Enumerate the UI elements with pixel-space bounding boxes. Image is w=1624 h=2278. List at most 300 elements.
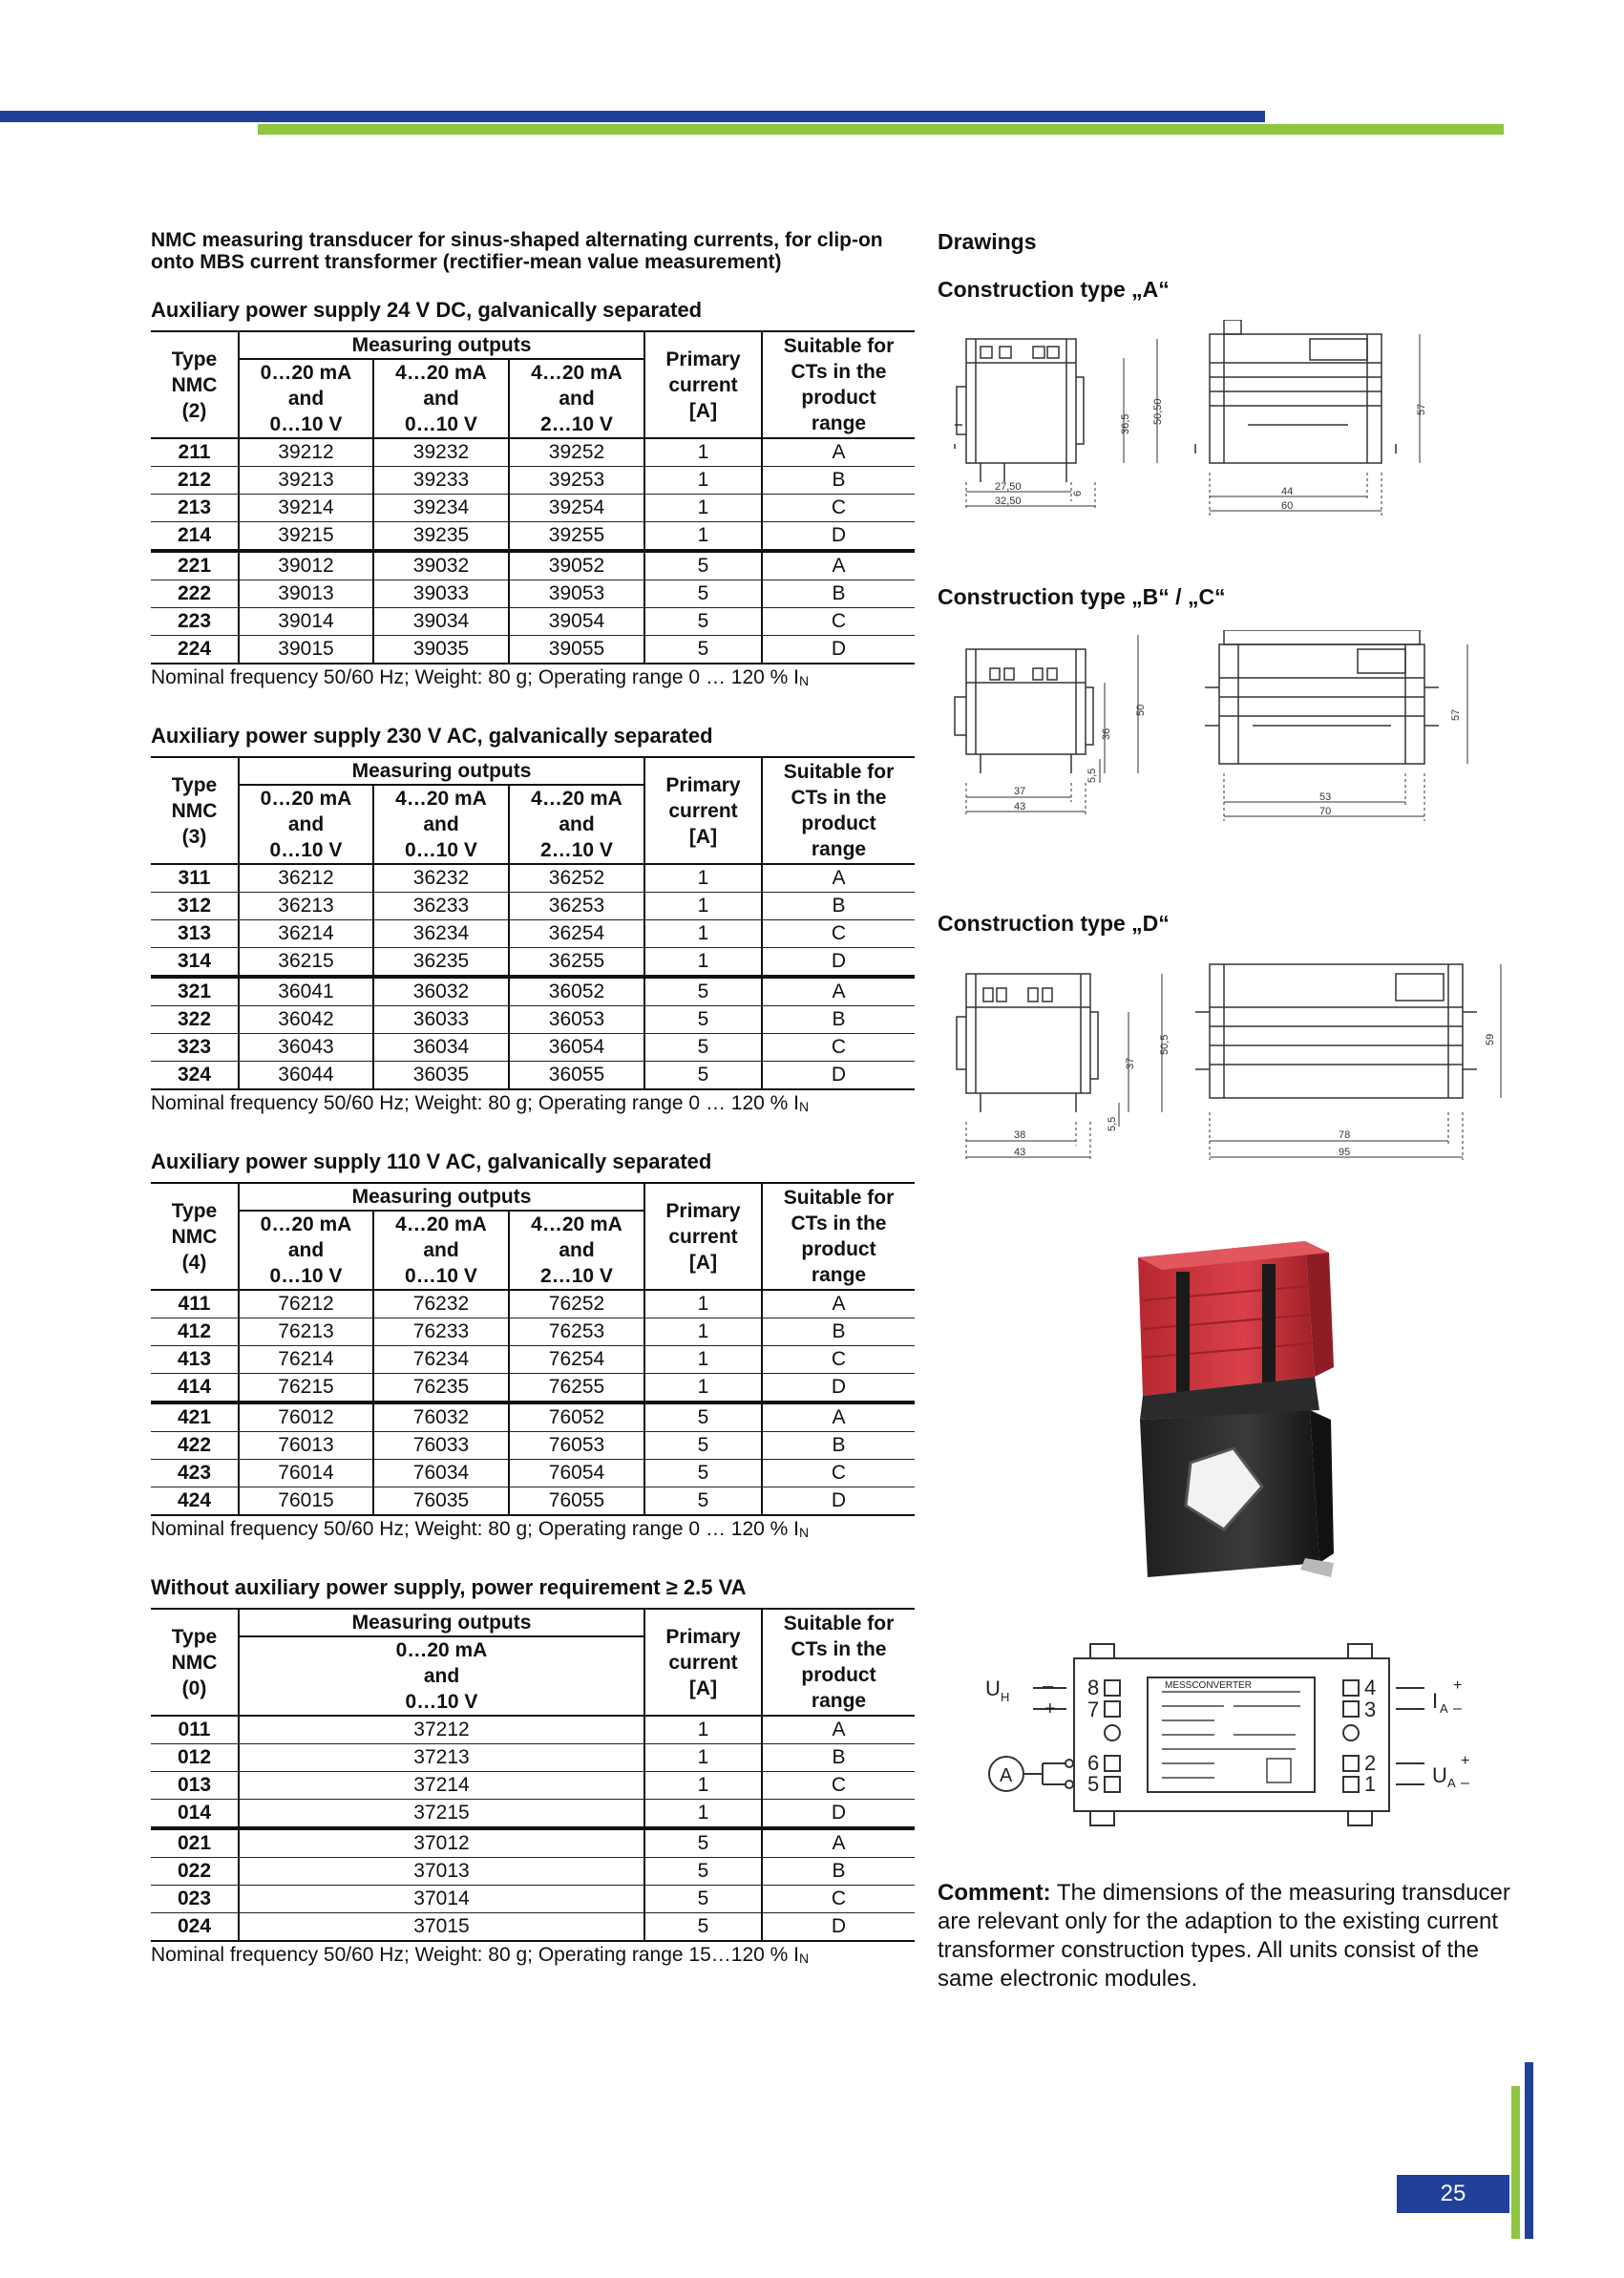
construction-d-drawing <box>938 955 1510 1174</box>
value-cell: 76255 <box>509 1374 644 1403</box>
value-cell: 1 <box>644 1374 762 1403</box>
svg-text:57: 57 <box>1450 708 1462 721</box>
comment-text: Comment: The dimensions of the measuring transducer are relevant only for the adaption to the existing current transformer construction types. All units consist of the same electronic modules. <box>938 1880 1510 1992</box>
spec-section <box>151 298 915 689</box>
table-row <box>151 864 915 893</box>
value-cell: 76012 <box>239 1403 373 1432</box>
header-output: 4…20 mA and 2…10 V <box>509 359 644 438</box>
svg-text:50: 50 <box>1135 704 1147 716</box>
header-type: Type NMC (3) <box>151 757 239 864</box>
value-cell: D <box>762 1800 915 1829</box>
header-type: Type NMC (4) <box>151 1183 239 1290</box>
value-cell: 5 <box>644 580 762 608</box>
value-cell: 76032 <box>373 1403 509 1432</box>
value-cell: 36042 <box>239 1006 373 1034</box>
value-cell: 1 <box>644 1346 762 1374</box>
header-measuring-outputs: Measuring outputs <box>239 1183 644 1211</box>
value-cell: 37213 <box>239 1744 644 1772</box>
value-cell: 1 <box>644 1716 762 1744</box>
construction-bc-drawing <box>938 630 1472 831</box>
table-row <box>151 948 915 978</box>
value-cell: 39214 <box>239 495 373 522</box>
header-primary-current: Primary current [A] <box>644 1609 762 1716</box>
type-code-cell: 311 <box>151 864 239 893</box>
section-title: Without auxiliary power supply, power requirement ≥ 2.5 VA <box>151 1575 747 1599</box>
value-cell: 76055 <box>509 1487 644 1516</box>
type-code-cell: 023 <box>151 1886 239 1913</box>
type-code-cell: 223 <box>151 608 239 636</box>
table-row <box>151 1318 915 1346</box>
type-code-cell: 413 <box>151 1346 239 1374</box>
value-cell: 76232 <box>373 1290 509 1318</box>
svg-text:+: + <box>1044 1698 1056 1719</box>
value-cell: 1 <box>644 1800 762 1829</box>
value-cell: 37014 <box>239 1886 644 1913</box>
value-cell: 76253 <box>509 1318 644 1346</box>
table-row <box>151 522 915 552</box>
spec-table <box>151 756 915 1090</box>
value-cell: 36235 <box>373 948 509 978</box>
header-type: Type NMC (2) <box>151 331 239 438</box>
type-code-cell: 414 <box>151 1374 239 1403</box>
table-row <box>151 636 915 664</box>
svg-text:50,5: 50,5 <box>1159 1034 1171 1055</box>
intro-text: NMC measuring transducer for sinus-shaped alternating currents, for clip-on onto MBS current transformer (rectifier-mean value measurement) <box>151 229 883 273</box>
type-code-cell: 312 <box>151 893 239 920</box>
svg-text:37: 37 <box>1125 1057 1136 1069</box>
type-code-cell: 421 <box>151 1403 239 1432</box>
value-cell: C <box>762 1034 915 1062</box>
value-cell: B <box>762 893 915 920</box>
svg-text:I: I <box>1432 1689 1439 1713</box>
value-cell: 39015 <box>239 636 373 664</box>
section-title: Auxiliary power supply 230 V AC, galvanically separated <box>151 724 713 748</box>
value-cell: 36214 <box>239 920 373 948</box>
value-cell: 1 <box>644 948 762 978</box>
table-row <box>151 1460 915 1487</box>
header-measuring-outputs: Measuring outputs <box>239 757 644 785</box>
value-cell: 1 <box>644 1318 762 1346</box>
type-code-cell: 024 <box>151 1913 239 1942</box>
header-suitable-for: Suitable for CTs in the product range <box>762 331 915 438</box>
svg-text:5: 5 <box>1087 1772 1100 1796</box>
header-output: 0…20 mA and 0…10 V <box>239 1636 644 1716</box>
value-cell: 39232 <box>373 438 509 467</box>
type-code-cell: 321 <box>151 977 239 1006</box>
type-code-cell: 213 <box>151 495 239 522</box>
value-cell: 5 <box>644 1062 762 1090</box>
value-cell: D <box>762 1374 915 1403</box>
value-cell: 36054 <box>509 1034 644 1062</box>
value-cell: 37015 <box>239 1913 644 1942</box>
type-code-cell: 222 <box>151 580 239 608</box>
value-cell: 36041 <box>239 977 373 1006</box>
svg-text:–: – <box>1461 1775 1469 1791</box>
value-cell: 36215 <box>239 948 373 978</box>
spec-section <box>151 1150 915 1541</box>
table-row <box>151 1772 915 1800</box>
header-suitable-for: Suitable for CTs in the product range <box>762 757 915 864</box>
value-cell: 36034 <box>373 1034 509 1062</box>
table-row <box>151 893 915 920</box>
table-row <box>151 551 915 580</box>
table-row <box>151 608 915 636</box>
svg-text:–: – <box>1453 1700 1462 1717</box>
value-cell: 5 <box>644 1487 762 1516</box>
value-cell: 1 <box>644 467 762 495</box>
drawings-heading: Drawings <box>938 229 1037 254</box>
left-column <box>151 229 915 2001</box>
value-cell: B <box>762 1432 915 1460</box>
value-cell: B <box>762 467 915 495</box>
type-code-cell: 221 <box>151 551 239 580</box>
svg-text:6: 6 <box>1072 490 1084 496</box>
table-row <box>151 1062 915 1090</box>
value-cell: 37215 <box>239 1800 644 1829</box>
value-cell: 36052 <box>509 977 644 1006</box>
value-cell: 5 <box>644 1460 762 1487</box>
value-cell: 39215 <box>239 522 373 552</box>
type-code-cell: 412 <box>151 1318 239 1346</box>
value-cell: C <box>762 495 915 522</box>
type-code-cell: 423 <box>151 1460 239 1487</box>
value-cell: 36055 <box>509 1062 644 1090</box>
svg-text:2: 2 <box>1364 1751 1377 1775</box>
value-cell: 76233 <box>373 1318 509 1346</box>
value-cell: 76214 <box>239 1346 373 1374</box>
table-row <box>151 1290 915 1318</box>
value-cell: 1 <box>644 864 762 893</box>
svg-text:A: A <box>1447 1776 1456 1790</box>
value-cell: C <box>762 1460 915 1487</box>
table-row <box>151 495 915 522</box>
construction-a-drawing <box>938 320 1472 520</box>
value-cell: B <box>762 1744 915 1772</box>
svg-text:MESSCONVERTER: MESSCONVERTER <box>1165 1680 1252 1691</box>
type-code-cell: 013 <box>151 1772 239 1800</box>
type-code-cell: 022 <box>151 1858 239 1886</box>
spec-sections <box>151 298 915 1967</box>
value-cell: 39233 <box>373 467 509 495</box>
value-cell: 36033 <box>373 1006 509 1034</box>
value-cell: A <box>762 977 915 1006</box>
header-output: 0…20 mA and 0…10 V <box>239 1211 373 1290</box>
table-row <box>151 1487 915 1516</box>
svg-text:57: 57 <box>1416 403 1427 415</box>
value-cell: 1 <box>644 1744 762 1772</box>
spec-table <box>151 330 915 664</box>
footer-green-bar <box>1511 2086 1520 2239</box>
header-blue-bar <box>0 111 1265 122</box>
construction-type-d-title: Construction type „D“ <box>938 911 1170 936</box>
value-cell: 39253 <box>509 467 644 495</box>
type-code-cell: 422 <box>151 1432 239 1460</box>
value-cell: 36213 <box>239 893 373 920</box>
table-row <box>151 467 915 495</box>
type-code-cell: 323 <box>151 1034 239 1062</box>
svg-text:59: 59 <box>1485 1033 1496 1045</box>
value-cell: 76013 <box>239 1432 373 1460</box>
table-row <box>151 1828 915 1858</box>
value-cell: 76215 <box>239 1374 373 1403</box>
value-cell: 36044 <box>239 1062 373 1090</box>
svg-text:50,50: 50,50 <box>1152 398 1164 425</box>
spec-table <box>151 1182 915 1516</box>
type-code-cell: 224 <box>151 636 239 664</box>
value-cell: 5 <box>644 1886 762 1913</box>
value-cell: 5 <box>644 636 762 664</box>
value-cell: 39053 <box>509 580 644 608</box>
header-measuring-outputs: Measuring outputs <box>239 331 644 359</box>
value-cell: 76212 <box>239 1290 373 1318</box>
svg-text:7: 7 <box>1087 1698 1100 1721</box>
value-cell: B <box>762 1858 915 1886</box>
value-cell: 76033 <box>373 1432 509 1460</box>
svg-text:78: 78 <box>1339 1129 1351 1141</box>
svg-text:A: A <box>1440 1701 1448 1716</box>
value-cell: 36043 <box>239 1034 373 1062</box>
value-cell: 76254 <box>509 1346 644 1374</box>
value-cell: 36212 <box>239 864 373 893</box>
value-cell: 5 <box>644 1034 762 1062</box>
value-cell: 1 <box>644 1772 762 1800</box>
header-output: 4…20 mA and 2…10 V <box>509 1211 644 1290</box>
header-type: Type NMC (0) <box>151 1609 239 1716</box>
header-primary-current: Primary current [A] <box>644 331 762 438</box>
value-cell: C <box>762 1886 915 1913</box>
header-suitable-for: Suitable for CTs in the product range <box>762 1183 915 1290</box>
value-cell: 76035 <box>373 1487 509 1516</box>
table-row <box>151 438 915 467</box>
value-cell: C <box>762 1346 915 1374</box>
value-cell: 36252 <box>509 864 644 893</box>
value-cell: 39035 <box>373 636 509 664</box>
table-row <box>151 1346 915 1374</box>
value-cell: 1 <box>644 920 762 948</box>
product-photo <box>1119 1234 1339 1601</box>
value-cell: 39255 <box>509 522 644 552</box>
value-cell: 5 <box>644 1432 762 1460</box>
svg-text:–: – <box>1043 1676 1054 1697</box>
value-cell: 5 <box>644 1828 762 1858</box>
table-row <box>151 1432 915 1460</box>
value-cell: 39054 <box>509 608 644 636</box>
value-cell: 5 <box>644 551 762 580</box>
footer-blue-bar <box>1525 2062 1533 2239</box>
value-cell: 5 <box>644 608 762 636</box>
svg-text:U: U <box>985 1677 1001 1700</box>
value-cell: B <box>762 1318 915 1346</box>
table-row <box>151 1886 915 1913</box>
type-code-cell: 014 <box>151 1800 239 1829</box>
value-cell: 39013 <box>239 580 373 608</box>
svg-text:60: 60 <box>1281 500 1294 512</box>
value-cell: A <box>762 864 915 893</box>
value-cell: 39212 <box>239 438 373 467</box>
value-cell: D <box>762 522 915 552</box>
value-cell: 36032 <box>373 977 509 1006</box>
svg-text:4: 4 <box>1364 1676 1377 1699</box>
value-cell: 39235 <box>373 522 509 552</box>
value-cell: 5 <box>644 1403 762 1432</box>
value-cell: 39252 <box>509 438 644 467</box>
svg-text:5,5: 5,5 <box>1086 768 1098 783</box>
value-cell: 39034 <box>373 608 509 636</box>
table-row <box>151 1374 915 1403</box>
value-cell: 39254 <box>509 495 644 522</box>
value-cell: 39052 <box>509 551 644 580</box>
value-cell: 76034 <box>373 1460 509 1487</box>
page-number: 25 <box>1397 2175 1509 2213</box>
svg-text:43: 43 <box>1014 1147 1026 1158</box>
header-output: 4…20 mA and 2…10 V <box>509 785 644 864</box>
type-code-cell: 411 <box>151 1290 239 1318</box>
type-code-cell: 211 <box>151 438 239 467</box>
header-primary-current: Primary current [A] <box>644 757 762 864</box>
svg-text:H: H <box>1001 1690 1010 1704</box>
value-cell: 5 <box>644 1913 762 1942</box>
value-cell: C <box>762 608 915 636</box>
value-cell: C <box>762 1772 915 1800</box>
type-code-cell: 011 <box>151 1716 239 1744</box>
value-cell: D <box>762 948 915 978</box>
table-row <box>151 1716 915 1744</box>
table-row <box>151 580 915 608</box>
value-cell: C <box>762 920 915 948</box>
value-cell: 39032 <box>373 551 509 580</box>
section-note: Nominal frequency 50/60 Hz; Weight: 80 g; Operating range 0 … 120 % $I_N$ <box>151 1092 810 1114</box>
header-output: 4…20 mA and 0…10 V <box>373 359 509 438</box>
value-cell: 36233 <box>373 893 509 920</box>
header-primary-current: Primary current [A] <box>644 1183 762 1290</box>
construction-type-a-title: Construction type „A“ <box>938 277 1170 302</box>
value-cell: D <box>762 1913 915 1942</box>
value-cell: 37013 <box>239 1858 644 1886</box>
construction-type-bc-title: Construction type „B“ / „C“ <box>938 584 1226 609</box>
svg-text:70: 70 <box>1319 806 1332 817</box>
header-measuring-outputs: Measuring outputs <box>239 1609 644 1636</box>
svg-text:37: 37 <box>1014 786 1026 797</box>
type-code-cell: 313 <box>151 920 239 948</box>
svg-text:+: + <box>1453 1677 1463 1694</box>
value-cell: 39033 <box>373 580 509 608</box>
svg-text:43: 43 <box>1014 801 1026 812</box>
header-suitable-for: Suitable for CTs in the product range <box>762 1609 915 1716</box>
svg-text:1: 1 <box>1364 1772 1377 1796</box>
svg-text:36: 36 <box>1101 728 1112 740</box>
value-cell: 36234 <box>373 920 509 948</box>
value-cell: 39213 <box>239 467 373 495</box>
svg-text:44: 44 <box>1281 486 1294 497</box>
value-cell: 36255 <box>509 948 644 978</box>
svg-text:36,5: 36,5 <box>1120 413 1131 434</box>
section-title: Auxiliary power supply 24 V DC, galvanically separated <box>151 298 703 322</box>
table-row <box>151 920 915 948</box>
value-cell: A <box>762 438 915 467</box>
svg-text:+: + <box>1461 1753 1470 1769</box>
svg-text:3: 3 <box>1364 1698 1377 1721</box>
section-note: Nominal frequency 50/60 Hz; Weight: 80 g; Operating range 15…120 % $I_N$ <box>151 1944 810 1966</box>
value-cell: 76213 <box>239 1318 373 1346</box>
value-cell: 5 <box>644 977 762 1006</box>
value-cell: 76014 <box>239 1460 373 1487</box>
value-cell: 37212 <box>239 1716 644 1744</box>
value-cell: 37012 <box>239 1828 644 1858</box>
type-code-cell: 424 <box>151 1487 239 1516</box>
header-output: 4…20 mA and 0…10 V <box>373 785 509 864</box>
table-row <box>151 1034 915 1062</box>
value-cell: 36035 <box>373 1062 509 1090</box>
value-cell: A <box>762 1828 915 1858</box>
value-cell: 76234 <box>373 1346 509 1374</box>
wiring-diagram <box>976 1635 1482 1835</box>
header-green-bar <box>258 124 1504 135</box>
type-code-cell: 212 <box>151 467 239 495</box>
table-row <box>151 1006 915 1034</box>
value-cell: D <box>762 636 915 664</box>
svg-text:A: A <box>1000 1765 1013 1786</box>
value-cell: 1 <box>644 438 762 467</box>
value-cell: 39012 <box>239 551 373 580</box>
type-code-cell: 214 <box>151 522 239 552</box>
table-row <box>151 1403 915 1432</box>
header-output: 4…20 mA and 0…10 V <box>373 1211 509 1290</box>
value-cell: 1 <box>644 495 762 522</box>
value-cell: 5 <box>644 1006 762 1034</box>
value-cell: 5 <box>644 1858 762 1886</box>
value-cell: 76053 <box>509 1432 644 1460</box>
table-row <box>151 1913 915 1942</box>
value-cell: 36253 <box>509 893 644 920</box>
value-cell: A <box>762 551 915 580</box>
value-cell: 39234 <box>373 495 509 522</box>
svg-text:38: 38 <box>1014 1129 1026 1141</box>
value-cell: 36254 <box>509 920 644 948</box>
type-code-cell: 021 <box>151 1828 239 1858</box>
value-cell: B <box>762 580 915 608</box>
table-row <box>151 977 915 1006</box>
type-code-cell: 314 <box>151 948 239 978</box>
value-cell: 39055 <box>509 636 644 664</box>
value-cell: 76054 <box>509 1460 644 1487</box>
value-cell: A <box>762 1403 915 1432</box>
value-cell: 37214 <box>239 1772 644 1800</box>
svg-text:5,5: 5,5 <box>1107 1116 1118 1131</box>
section-title: Auxiliary power supply 110 V AC, galvanically separated <box>151 1150 712 1173</box>
value-cell: 1 <box>644 1290 762 1318</box>
svg-text:U: U <box>1432 1763 1447 1787</box>
section-note: Nominal frequency 50/60 Hz; Weight: 80 g; Operating range 0 … 120 % $I_N$ <box>151 666 810 688</box>
value-cell: 39014 <box>239 608 373 636</box>
table-row <box>151 1744 915 1772</box>
value-cell: D <box>762 1062 915 1090</box>
value-cell: 1 <box>644 522 762 552</box>
value-cell: A <box>762 1716 915 1744</box>
value-cell: 76015 <box>239 1487 373 1516</box>
type-code-cell: 324 <box>151 1062 239 1090</box>
value-cell: 76235 <box>373 1374 509 1403</box>
value-cell: B <box>762 1006 915 1034</box>
section-note: Nominal frequency 50/60 Hz; Weight: 80 g; Operating range 0 … 120 % $I_N$ <box>151 1518 810 1540</box>
value-cell: 1 <box>644 893 762 920</box>
value-cell: A <box>762 1290 915 1318</box>
type-code-cell: 322 <box>151 1006 239 1034</box>
value-cell: 76052 <box>509 1403 644 1432</box>
header-output: 0…20 mA and 0…10 V <box>239 785 373 864</box>
svg-text:95: 95 <box>1339 1147 1351 1158</box>
spec-section <box>151 724 915 1115</box>
table-row <box>151 1800 915 1829</box>
